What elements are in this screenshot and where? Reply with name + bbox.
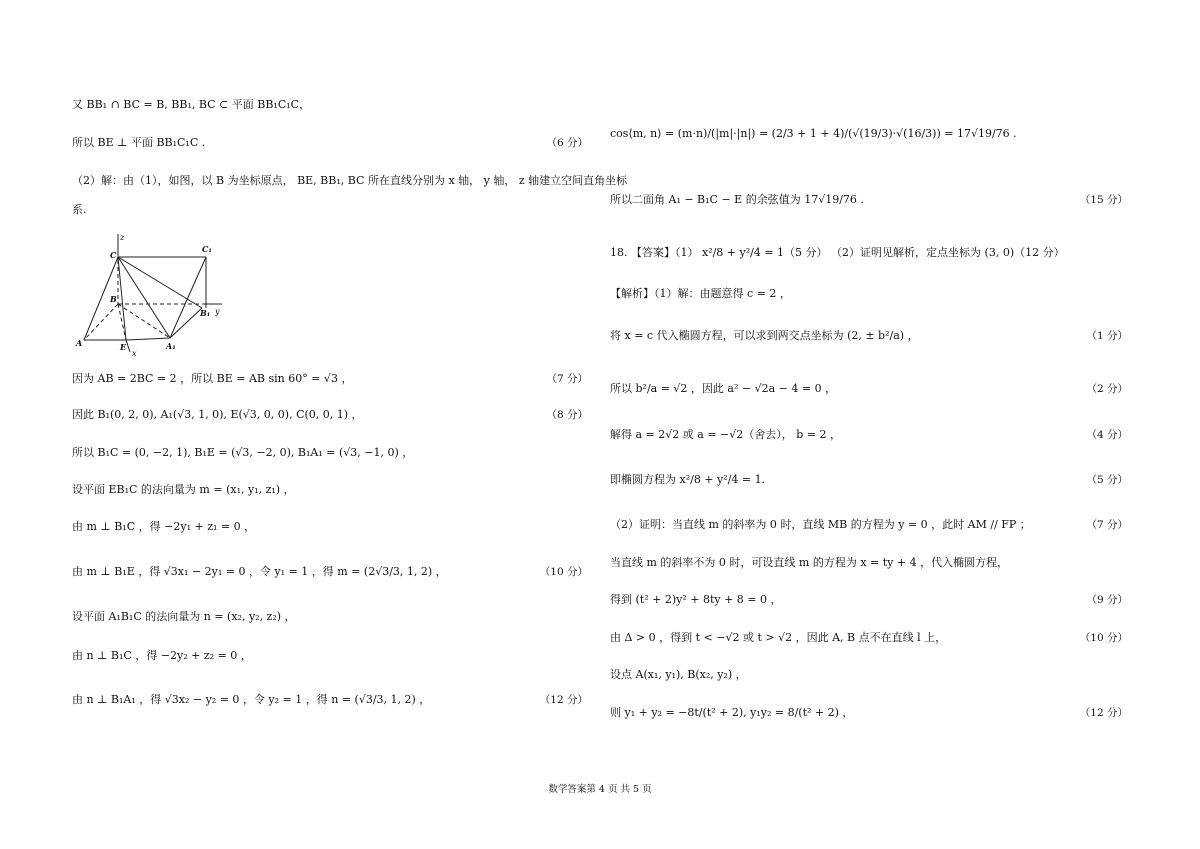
- text-line: 设平面 A₁B₁C 的法向量为 n = (x₂, y₂, z₂) ，: [72, 610, 296, 623]
- text-line: 即椭圆方程为 x²/8 + y²/4 = 1.: [610, 473, 766, 486]
- text-line: 由 n ⊥ B₁C ，得 −2y₂ + z₂ = 0 ，: [72, 649, 252, 662]
- fig-label: E: [120, 342, 127, 352]
- score-label: （7 分）: [546, 373, 588, 385]
- fig-label: A: [76, 338, 83, 348]
- score-label: （8 分）: [546, 409, 588, 421]
- fig-label: x: [132, 349, 137, 358]
- score-label: （4 分）: [1086, 429, 1128, 441]
- text-line: 当直线 m 的斜率不为 0 时，可设直线 m 的方程为 x = ty + 4 ，代入椭圆方程，: [610, 556, 1009, 569]
- text-line: 又 BB₁ ∩ BC = B, BB₁, BC ⊂ 平面 BB₁C₁C，: [72, 98, 311, 111]
- score-label: （2 分）: [1086, 383, 1128, 395]
- fig-label: C₁: [202, 244, 212, 254]
- text-line: 系.: [72, 203, 87, 216]
- fig-label: z: [120, 233, 125, 242]
- text-line: 则 y₁ + y₂ = −8t/(t² + 2), y₁y₂ = 8/(t² + 2) ，: [610, 706, 854, 719]
- score-label: （10 分）: [1079, 632, 1128, 644]
- text-line: 解得 a = 2√2 或 a = −√2（舍去）， b = 2 ，: [610, 428, 841, 441]
- score-label: （15 分）: [1079, 194, 1128, 206]
- score-label: （6 分）: [546, 137, 588, 149]
- text-line: 所以 b²/a = √2 ，因此 a² − √2a − 4 = 0 ，: [610, 382, 837, 395]
- fig-label: A₁: [166, 341, 176, 351]
- score-label: （1 分）: [1086, 330, 1128, 342]
- score-label: （12 分）: [539, 694, 588, 706]
- score-label: （7 分）: [1086, 519, 1128, 531]
- score-label: （9 分）: [1086, 594, 1128, 606]
- fig-label: B₁: [200, 308, 211, 318]
- text-line: 由 n ⊥ B₁A₁ ，得 √3x₂ − y₂ = 0 ，令 y₂ = 1 ，得 n = (√3/3, 1, 2) ，: [72, 693, 431, 706]
- text-line: （2）解：由（1），如图，以 B 为坐标原点， BE, BB₁, BC 所在直线分别为 x 轴， y 轴， z 轴建立空间直角坐标: [72, 174, 628, 187]
- text-line: 由 m ⊥ B₁C ，得 −2y₁ + z₁ = 0 ，: [72, 520, 256, 533]
- text-line: （2）证明：当直线 m 的斜率为 0 时，直线 MB 的方程为 y = 0 ，此时 AM // FP ；: [610, 518, 1031, 531]
- text-line: 由 m ⊥ B₁E ，得 √3x₁ − 2y₁ = 0 ，令 y₁ = 1 ，得 m = (2√3/3, 1, 2) ，: [72, 565, 447, 578]
- text-line: 得到 (t² + 2)y² + 8ty + 8 = 0 ，: [610, 593, 782, 606]
- text-line: 所以二面角 A₁ − B₁C − E 的余弦值为 17√19/76 .: [610, 193, 864, 206]
- text-line: 【解析】（1）解：由题意得 c = 2 ，: [610, 287, 791, 300]
- text-line: 因此 B₁(0, 2, 0), A₁(√3, 1, 0), E(√3, 0, 0), C(0, 0, 1) ，: [72, 408, 363, 421]
- fig-label: B: [110, 294, 117, 304]
- fig-label: y: [215, 307, 220, 316]
- text-line: 设点 A(x₁, y₁), B(x₂, y₂) ，: [610, 668, 747, 681]
- score-label: （5 分）: [1086, 474, 1128, 486]
- text-line: 18. 【答案】（1） x²/8 + y²/4 = 1（5 分） （2）证明见解析，定点坐标为 (3, 0)（12 分）: [610, 246, 1065, 259]
- text-line: 所以 BE ⊥ 平面 BB₁C₁C .: [72, 136, 206, 149]
- text-line: cos⟨m, n⟩ = (m·n)/(|m|·|n|) = (2/3 + 1 + 4)/(√(19/3)·√(16/3)) = 17√19/76 .: [610, 127, 1017, 140]
- page-footer: 数学答案第 4 页 共 5 页: [548, 784, 652, 795]
- score-label: （10 分）: [539, 566, 588, 578]
- text-line: 设平面 EB₁C 的法向量为 m = (x₁, y₁, z₁) ，: [72, 483, 295, 496]
- prism-figure: [72, 230, 232, 360]
- text-line: 由 Δ > 0 ，得到 t < −√2 或 t > √2 ，因此 A, B 点不在直线 l 上，: [610, 631, 947, 644]
- text-line: 所以 B₁C = (0, −2, 1), B₁E = (√3, −2, 0), B₁A₁ = (√3, −1, 0) ，: [72, 446, 414, 459]
- fig-label: C: [110, 250, 117, 260]
- text-line: 将 x = c 代入椭圆方程，可以求到两交点坐标为 (2, ± b²/a) ，: [610, 329, 919, 342]
- score-label: （12 分）: [1079, 707, 1128, 719]
- text-line: 因为 AB = 2BC = 2 ，所以 BE = AB sin 60° = √3 ，: [72, 372, 353, 385]
